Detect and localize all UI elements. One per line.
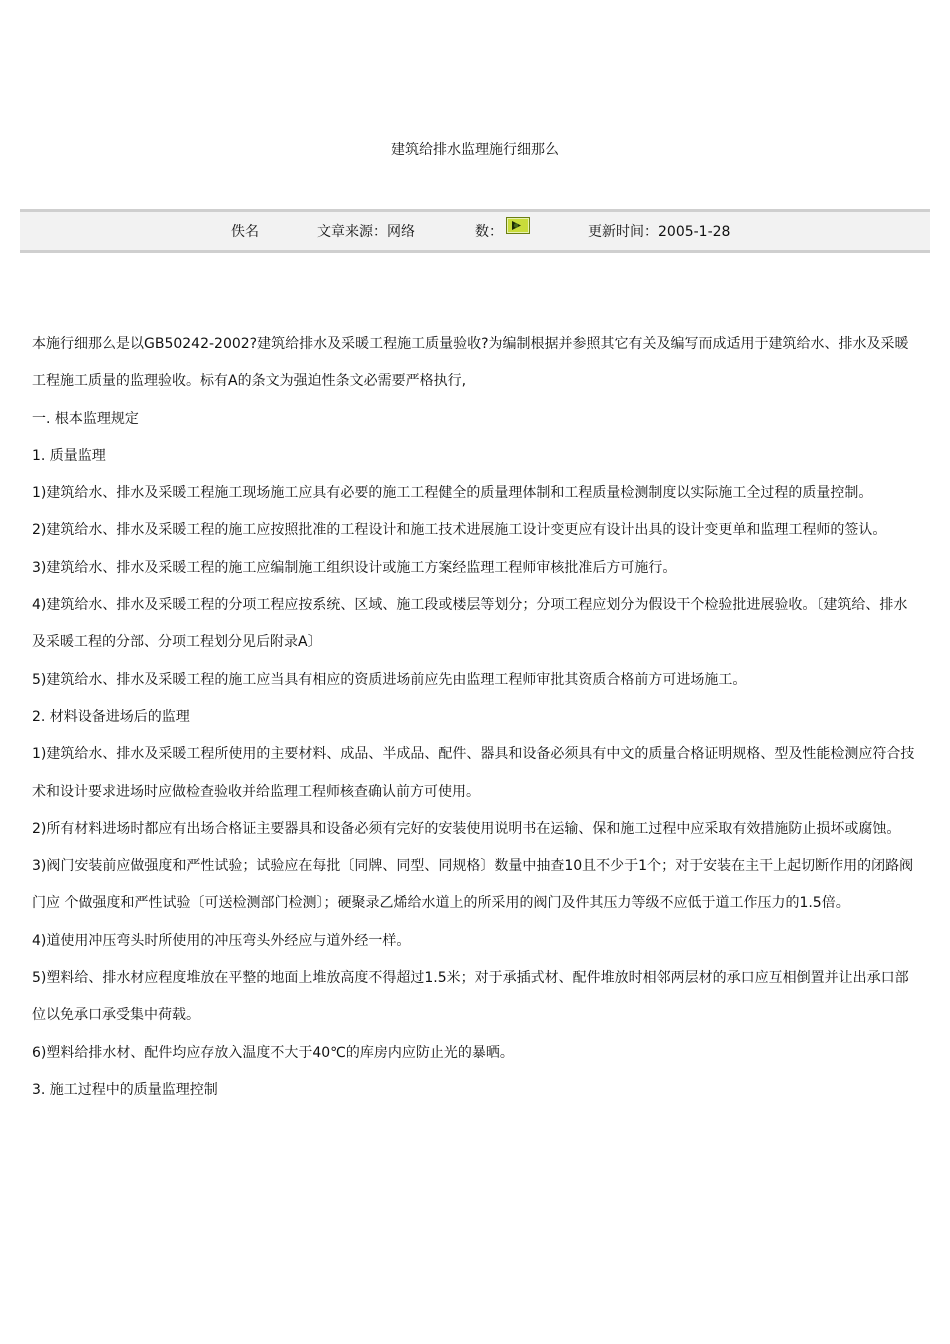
list-item: 3)阀门安装前应做强度和严性试验；试验应在每批〔同牌、同型、同规格〕数量中抽查10且不少于1个；对于安装在主干上起切断作用的闭路阀门应 个做强度和严性试验〔可送检测部门检测〕；硬聚录乙烯给水道上的所采用的阀门及件其压力等级不应低于道工作压力的1.5倍。 (32, 858, 914, 912)
article-body (32, 326, 918, 1109)
subsection-heading: 3. 施工过程中的质量监理控制 (32, 1081, 218, 1098)
updated-time (588, 223, 730, 241)
source-label: 文章来源： (317, 224, 387, 240)
article-source (317, 223, 415, 241)
list-item: 1)建筑给水、排水及采暖工程施工现场施工应具有必要的施工工程健全的质量理体制和工程质量检测制度以实际施工全过程的质量控制。 (32, 485, 873, 502)
page-title: 建筑给排水监理施行细那么 (391, 142, 559, 158)
view-count-label: 数： (475, 224, 503, 240)
subsection-heading: 2. 材料设备进场后的监理 (32, 708, 190, 725)
views-counter-icon (506, 217, 530, 234)
list-item: 5)建筑给水、排水及采暖工程的施工应当具有相应的资质进场前应先由监理工程师审批其资质合格前方可进场施工。 (32, 671, 747, 688)
subsection-heading: 1. 质量监理 (32, 447, 106, 464)
list-item: 2)建筑给水、排水及采暖工程的施工应按照批准的工程设计和施工技术进展施工设计变更应有设计出具的设计变更单和监理工程师的签认。 (32, 522, 887, 539)
list-item: 5)塑料给、排水材应程度堆放在平整的地面上堆放高度不得超过1.5米；对于承插式材、配件堆放时相邻两层材的承口应互相倒置并让出承口部位以免承口承受集中荷载。 (32, 970, 909, 1024)
author-name: 佚名 (231, 224, 259, 240)
updated-value: 2005-1-28 (658, 224, 731, 240)
paragraph: 本施行细那么是以GB50242-2002?建筑给排水及采暖工程施工质量验收?为编制根据并参照其它有关及编写而成适用于建筑给水、排水及采暖工程施工质量的监理验收。标有A的条文为强迫性条文必需要严格执行, (32, 336, 909, 390)
source-value: 网络 (387, 224, 415, 240)
list-item: 3)建筑给水、排水及采暖工程的施工应编制施工组织设计或施工方案经监理工程师审核批准后方可施行。 (32, 559, 677, 576)
list-item: 4)道使用冲压弯头时所使用的冲压弯头外经应与道外经一样。 (32, 932, 411, 949)
section-heading: 一. 根本监理规定 (32, 410, 139, 427)
updated-label: 更新时间： (588, 224, 658, 240)
list-item: 2)所有材料进场时都应有出场合格证主要器具和设备必须有完好的安装使用说明书在运输、保和施工过程中应采取有效措施防止损坏或腐蚀。 (32, 820, 901, 837)
list-item: 6)塑料给排水材、配件均应存放入温度不大于40℃的库房内应防止光的暴晒。 (32, 1044, 514, 1061)
article-meta-bar (20, 209, 930, 253)
list-item: 4)建筑给水、排水及采暖工程的分项工程应按系统、区域、施工段或楼层等划分；分项工程应划分为假设干个检验批进展验收。〔建筑给、排水及采暖工程的分部、分项工程划分见后附录A〕 (32, 597, 908, 651)
list-item: 1)建筑给水、排水及采暖工程所使用的主要材料、成品、半成品、配件、器具和设备必须具有中文的质量合格证明规格、型及性能检测应符合技术和设计要求进场时应做检查验收并给监理工程师核查确认前方可使用。 (32, 746, 915, 800)
